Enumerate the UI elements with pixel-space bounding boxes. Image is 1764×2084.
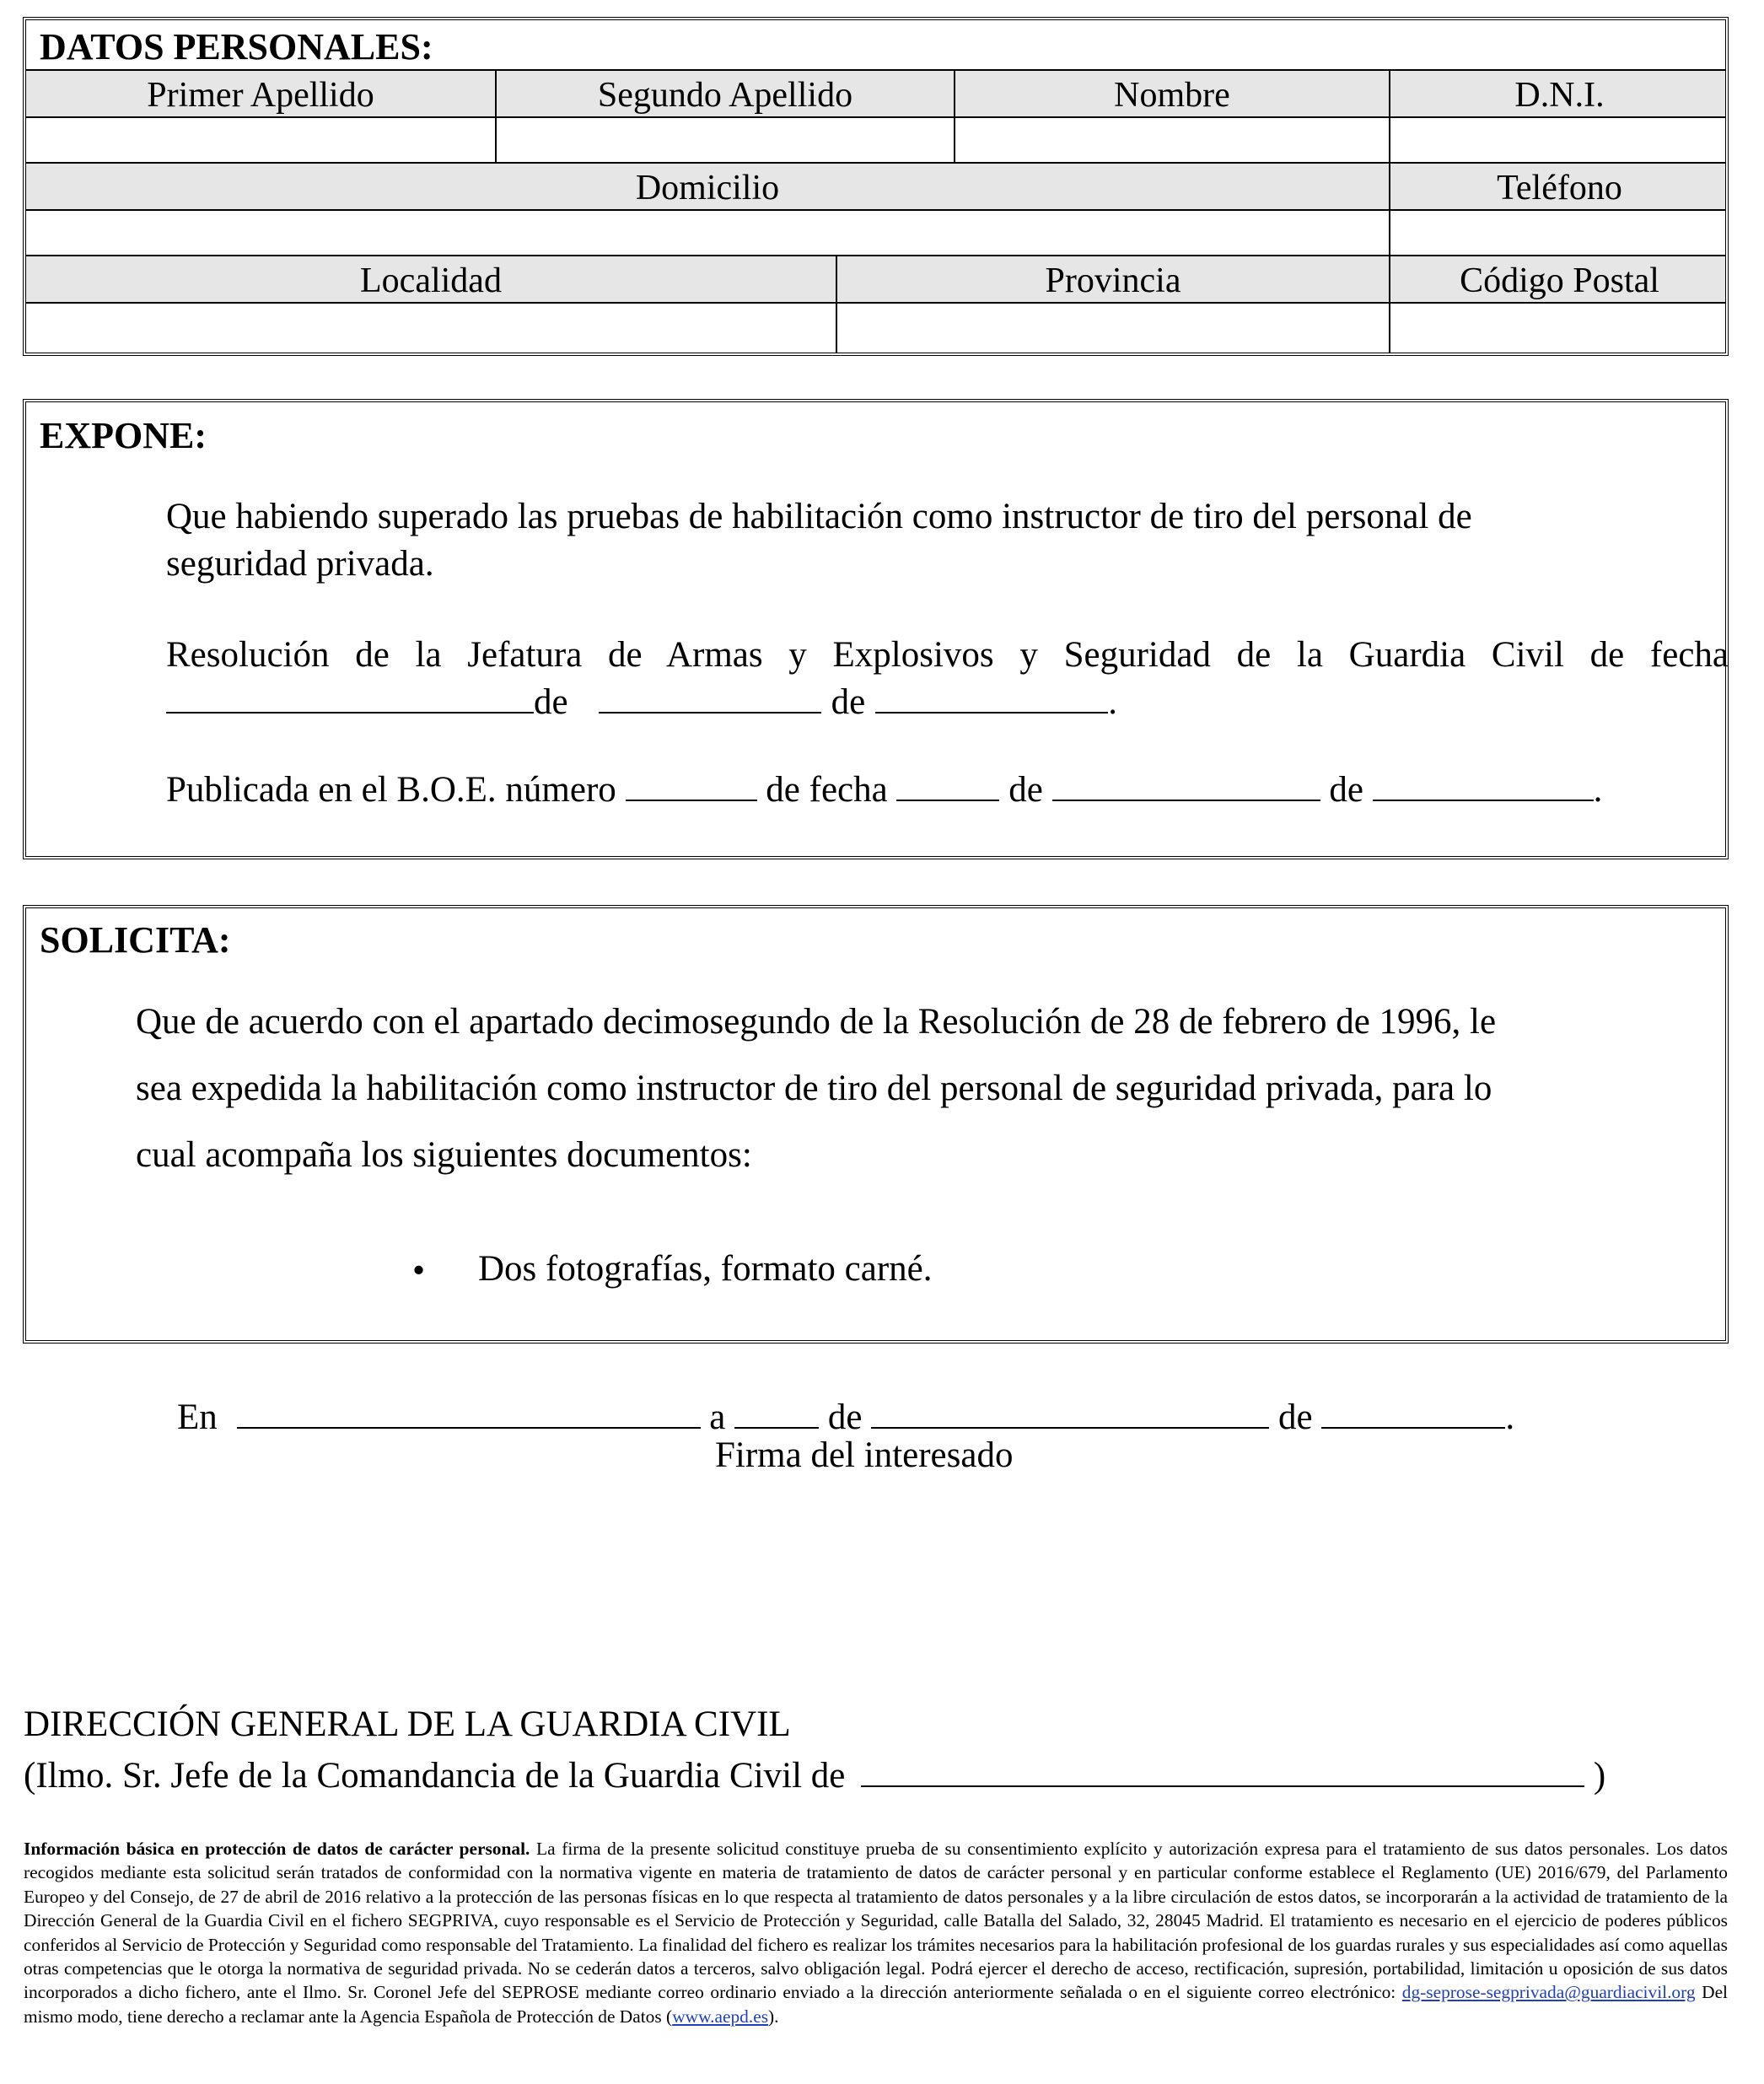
- nombre-field[interactable]: [955, 118, 1389, 162]
- en-label: En: [177, 1397, 218, 1437]
- dni-field[interactable]: [1390, 118, 1729, 162]
- telefono-field[interactable]: [1390, 211, 1729, 255]
- period: .: [1593, 770, 1603, 810]
- notice-text-2: Del mismo modo, tiene derecho a reclamar ante la Agencia Española de Protección de Datos (: [24, 1982, 1729, 2027]
- datos-personales-section: [23, 17, 1729, 356]
- de-label: de: [534, 682, 568, 722]
- domicilio-field[interactable]: [26, 211, 1389, 255]
- period: .: [1505, 1397, 1515, 1437]
- notice-text-3: ).: [768, 2006, 779, 2027]
- expone-section: [23, 399, 1729, 859]
- boe-label: Publicada en el B.O.E. número: [166, 770, 616, 810]
- resolucion-month-blank[interactable]: [599, 680, 821, 714]
- primer-apellido-field[interactable]: [26, 118, 495, 162]
- aepd-link[interactable]: www.aepd.es: [672, 2006, 769, 2027]
- lugar-blank[interactable]: [237, 1395, 701, 1429]
- resolucion-day-blank-2[interactable]: [360, 680, 534, 714]
- comandancia-blank[interactable]: [861, 1753, 1584, 1787]
- header-domicilio: Domicilio: [635, 169, 780, 207]
- a-label: a: [709, 1397, 726, 1437]
- anio-blank[interactable]: [1321, 1395, 1505, 1429]
- resolucion-day-blank[interactable]: [166, 680, 360, 714]
- solicita-line-1: Que de acuerdo con el apartado decimosegundo de la Resolución de 28 de febrero de 1996, le: [136, 1002, 1497, 1042]
- resolucion-fecha-line: [166, 679, 1431, 726]
- header-dni: D.N.I.: [1514, 76, 1605, 115]
- codigo-postal-field[interactable]: [1390, 304, 1729, 353]
- segundo-apellido-field[interactable]: [497, 118, 954, 162]
- firma-line: [177, 1395, 1514, 1435]
- proteccion-datos-notice: [24, 1837, 1728, 2028]
- notice-bold: Información básica en protección de datos de carácter personal.: [24, 1839, 530, 1859]
- firma-label: Firma del interesado: [715, 1435, 1014, 1475]
- dia-blank[interactable]: [734, 1395, 819, 1429]
- header-codigo-postal: Código Postal: [1460, 261, 1659, 300]
- expone-paragraph-1: Que habiendo superado las pruebas de habilitación como instructor de tiro del personal de seguridad privada.: [166, 497, 1472, 584]
- header-primer-apellido: Primer Apellido: [147, 76, 374, 115]
- notice-text: La firma de la presente solicitud constituye prueba de su consentimiento explícito y autorización expresa para el tratamiento de sus datos personales. Los datos recogidos mediante esta solicitud serán tratados de conformidad con la normativa vigente en materia de tratamiento de datos de carácter personal y en particular conforme establece el Reglamento (UE) 2016/679, del Parlamento Europeo y del Consejo, de 27 de abril de 2016 relativo a la protección de las personas físicas en lo que respecta al tratamiento de datos personales y a la libre circulación de estos datos, se incorporarán a la actividad de tratamiento de la Dirección General de la Guardia Civil en el fichero SEGPRIVA, cuyo responsable es el Servicio de Protección y Seguridad, calle Batalla del Salado, 32, 28045 Madrid. El tratamiento es necesario en el ejercicio de poderes públicos conferidos al Servicio de Protección y Seguridad como responsable del Tratamiento. La finalidad del fichero es realizar los trámites necesarios para la habilitación profesional de los guardas rurales y sus especialidades así como aquellas otras competencias que le otorga la normativa de seguridad privada. No se cederán datos a terceros, salvo obligación legal. Podrá ejercer el derecho de acceso, rectificación, supresión, portabilidad, limitación u oposición de sus datos incorporados a dicho fichero, ante el Ilmo. Sr. Coronel Jefe del SEPROSE mediante correo ordinario enviado a la dirección anteriormente señalada o en el siguiente correo electrónico:: [24, 1839, 1728, 2003]
- de-label: de: [831, 682, 866, 722]
- comandancia-label: (Ilmo. Sr. Jefe de la Comandancia de la Guardia Civil de: [24, 1756, 846, 1796]
- header-telefono: Teléfono: [1497, 169, 1622, 207]
- provincia-field[interactable]: [837, 304, 1389, 353]
- mes-blank[interactable]: [871, 1395, 1269, 1429]
- de-label: de: [1329, 770, 1363, 810]
- documento-item: Dos fotografías, formato carné.: [478, 1249, 933, 1289]
- de-label: de: [1008, 770, 1043, 810]
- header-segundo-apellido: Segundo Apellido: [597, 76, 853, 115]
- de-label: de: [827, 1397, 863, 1437]
- email-link[interactable]: dg-seprose-segprivada@guardiacivil.org: [1401, 1982, 1696, 2003]
- solicita-section: [23, 905, 1729, 1344]
- period: .: [1108, 682, 1117, 722]
- expone-title: EXPONE:: [40, 415, 207, 456]
- expone-paragraph-2: Resolución de la Jefatura de Armas y Explosivos y Seguridad de la Guardia Civil de fecha: [166, 635, 1729, 675]
- boe-day-blank[interactable]: [896, 767, 999, 801]
- comandancia-line: [24, 1753, 1605, 1794]
- boe-numero-blank[interactable]: [626, 767, 757, 801]
- header-localidad: Localidad: [360, 261, 502, 300]
- de-fecha-label: de fecha: [766, 770, 888, 810]
- solicita-line-2: sea expedida la habilitación como instructor de tiro del personal de seguridad privada, para lo: [136, 1069, 1492, 1108]
- header-provincia: Provincia: [1045, 261, 1181, 300]
- solicita-line-3: cual acompaña los siguientes documentos:: [136, 1135, 752, 1175]
- resolucion-year-blank[interactable]: [875, 680, 1108, 714]
- localidad-field[interactable]: [26, 304, 836, 353]
- bullet-icon: •: [412, 1251, 426, 1290]
- close-paren: ): [1593, 1756, 1606, 1796]
- boe-year-blank[interactable]: [1373, 767, 1594, 801]
- solicita-title: SOLICITA:: [40, 919, 231, 961]
- boe-month-blank[interactable]: [1052, 767, 1320, 801]
- datos-personales-title: DATOS PERSONALES:: [40, 26, 433, 67]
- direccion-general: DIRECCIÓN GENERAL DE LA GUARDIA CIVIL: [24, 1704, 791, 1744]
- boe-line: [166, 767, 1734, 814]
- de-label: de: [1277, 1397, 1313, 1437]
- header-nombre: Nombre: [1114, 76, 1230, 115]
